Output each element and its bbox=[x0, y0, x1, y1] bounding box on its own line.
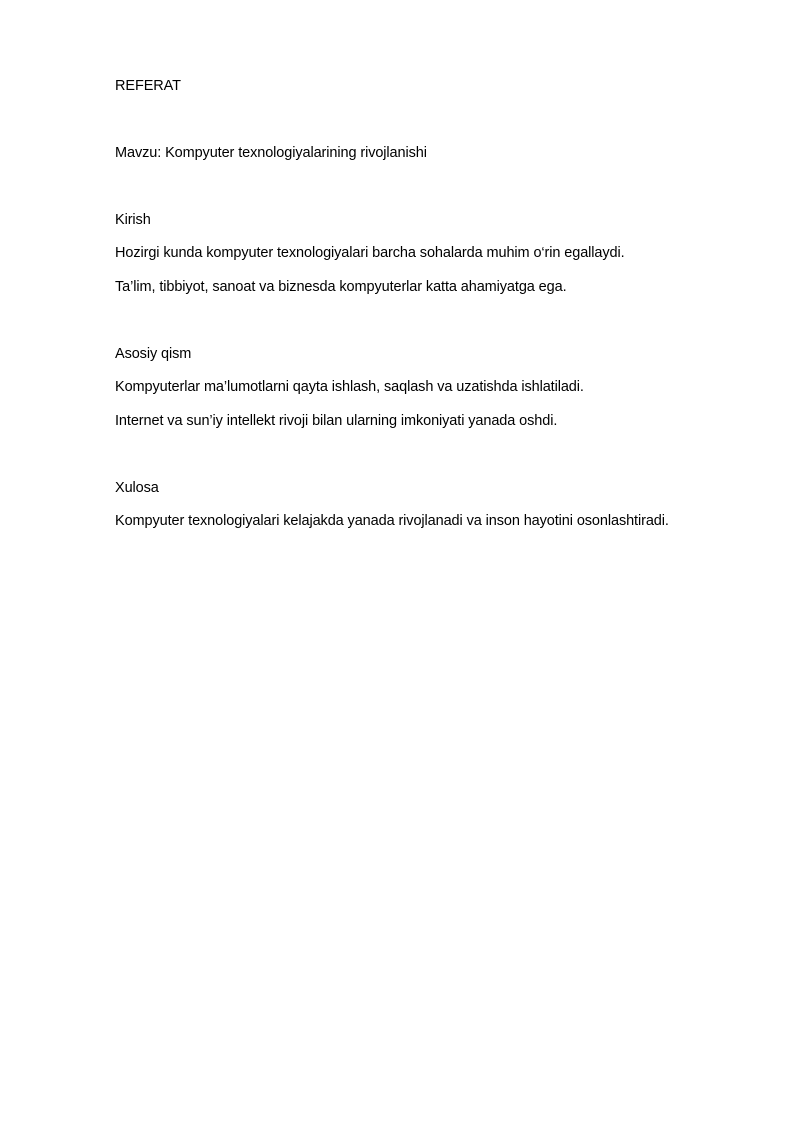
paragraph-line: Kompyuterlar ma’lumotlarni qayta ishlash, saqlash va uzatishda ishlatiladi. bbox=[115, 379, 584, 395]
paragraph-line: Ta’lim, tibbiyot, sanoat va biznesda kompyuterlar katta ahamiyatga ega. bbox=[115, 279, 567, 295]
document-topic: Mavzu: Kompyuter texnologiyalarining rivojlanishi bbox=[115, 145, 427, 161]
paragraph-line: Kompyuter texnologiyalari kelajakda yanada rivojlanadi va inson hayotini osonlashtiradi. bbox=[115, 513, 669, 529]
section-heading-xulosa: Xulosa bbox=[115, 480, 159, 496]
document-title: REFERAT bbox=[115, 78, 181, 94]
paragraph-line: Internet va sun’iy intellekt rivoji bilan ularning imkoniyati yanada oshdi. bbox=[115, 413, 558, 429]
paragraph-line: Hozirgi kunda kompyuter texnologiyalari barcha sohalarda muhim o‘rin egallaydi. bbox=[115, 245, 625, 261]
section-heading-kirish: Kirish bbox=[115, 212, 151, 228]
section-heading-asosiy-qism: Asosiy qism bbox=[115, 346, 192, 362]
